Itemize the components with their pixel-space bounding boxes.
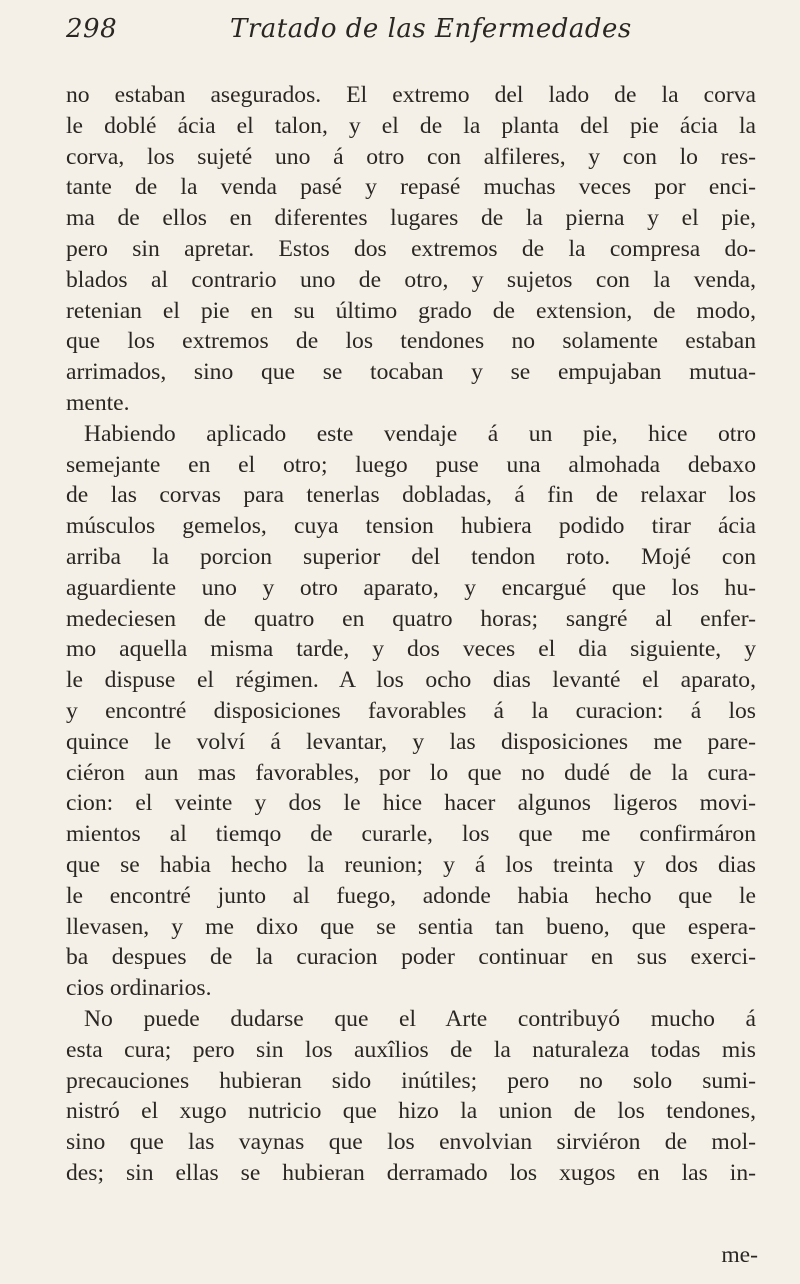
text-line: Habiendo aplicado este vendaje á un pie, hice otro — [84, 420, 756, 447]
text-line: no estaban asegurados. El extremo del lado de la corva — [66, 82, 756, 108]
text-line: blados al contrario uno de otro, y sujetos con la venda, — [66, 266, 756, 293]
text-line: que los extremos de los tendones no solamente estaban — [66, 328, 756, 355]
catchword: me- — [721, 1242, 758, 1268]
text-line: precauciones hubieran sido inútiles; pero no solo sumi- — [66, 1067, 756, 1094]
text-line: quince le volví á levantar, y las disposiciones me pare- — [66, 728, 756, 755]
text-line: músculos gemelos, cuya tension hubiera podido tirar ácia — [66, 513, 756, 540]
text-line: arrimados, sino que se tocaban y se empujaban mutua- — [66, 359, 756, 386]
text-line: ciéron aun mas favorables, por lo que no dudé de la cura- — [66, 759, 756, 786]
text-line: cion: el veinte y dos le hice hacer algunos ligeros movi- — [66, 790, 756, 817]
text-line: esta cura; pero sin los auxîlios de la naturaleza todas mis — [66, 1036, 756, 1063]
text-line: ma de ellos en diferentes lugares de la pierna y el pie, — [66, 205, 756, 232]
page-header — [66, 14, 746, 54]
running-title: Tratado de las Enfermedades — [230, 14, 632, 44]
text-line: semejante en el otro; luego puse una almohada debaxo — [66, 451, 756, 478]
text-line: que se habia hecho la reunion; y á los treinta y dos dias — [66, 851, 756, 878]
text-line: le encontré junto al fuego, adonde habia hecho que le — [66, 882, 756, 909]
text-line: retenian el pie en su último grado de extension, de modo, — [66, 297, 756, 324]
text-line: aguardiente uno y otro aparato, y encargué que los hu- — [66, 574, 756, 601]
text-line: No puede dudarse que el Arte contribuyó mucho á — [84, 1005, 756, 1032]
text-line: ba despues de la curacion poder continuar en sus exerci- — [66, 944, 756, 971]
text-line: medeciesen de quatro en quatro horas; sangré al enfer- — [66, 605, 756, 632]
text-line: de las corvas para tenerlas dobladas, á fin de relaxar los — [66, 482, 756, 509]
text-line: tante de la venda pasé y repasé muchas veces por enci- — [66, 174, 756, 201]
text-line: le doblé ácia el talon, y el de la planta del pie ácia la — [66, 112, 756, 139]
text-line: mientos al tiemqo de curarle, los que me confirmáron — [66, 821, 756, 848]
text-line: y encontré disposiciones favorables á la curacion: á los — [66, 697, 756, 724]
text-line: des; sin ellas se hubieran derramado los xugos en las in- — [66, 1159, 756, 1186]
page-number: 298 — [66, 14, 118, 44]
text-line: arriba la porcion superior del tendon roto. Mojé con — [66, 543, 756, 570]
text-line: mo aquella misma tarde, y dos veces el dia siguiente, y — [66, 636, 756, 663]
text-line: nistró el xugo nutricio que hizo la union de los tendones, — [66, 1098, 756, 1125]
body-text — [66, 80, 756, 1189]
text-line: mente. — [66, 389, 130, 416]
text-line: cios ordinarios. — [66, 975, 212, 1002]
text-line: llevasen, y me dixo que se sentia tan bueno, que espera- — [66, 913, 756, 940]
text-line: corva, los sujeté uno á otro con alfileres, y con lo res- — [66, 143, 756, 170]
text-line: sino que las vaynas que los envolvian sirviéron de mol- — [66, 1129, 756, 1156]
text-line: pero sin apretar. Estos dos extremos de la compresa do- — [66, 235, 756, 262]
text-line: le dispuse el régimen. A los ocho dias levanté el aparato, — [66, 667, 756, 694]
